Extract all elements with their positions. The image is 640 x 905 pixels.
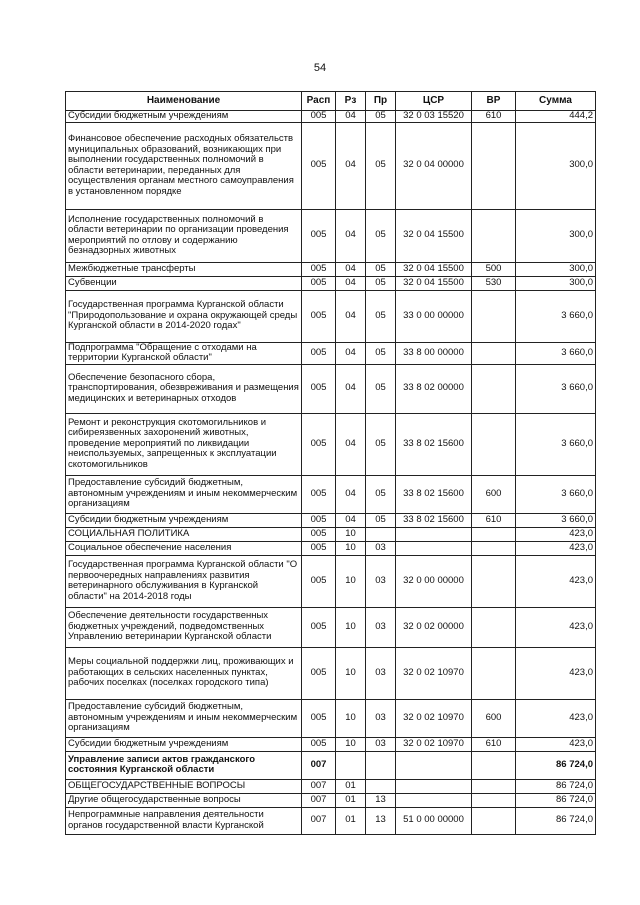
cell-rasp: 005	[302, 262, 336, 276]
cell-rz: 10	[336, 541, 366, 555]
cell-rasp: 005	[302, 209, 336, 262]
cell-pr: 05	[366, 209, 396, 262]
table-row	[66, 290, 596, 342]
budget-table	[65, 91, 596, 835]
cell-sum: 423,0	[516, 647, 596, 699]
cell-csr: 32 0 04 15500	[396, 276, 472, 290]
cell-pr	[366, 751, 396, 779]
cell-pr: 05	[366, 342, 396, 364]
table-row	[66, 807, 596, 834]
cell-csr: 32 0 04 00000	[396, 122, 472, 209]
table-row	[66, 364, 596, 413]
cell-pr: 05	[366, 262, 396, 276]
cell-name: Предоставление субсидий бюджетным, автономным учреждениям и иным некоммерческим организациям	[66, 699, 302, 737]
cell-sum: 300,0	[516, 209, 596, 262]
header-sum: Сумма	[516, 92, 596, 111]
cell-sum: 86 724,0	[516, 807, 596, 834]
cell-vr	[472, 751, 516, 779]
cell-sum: 423,0	[516, 699, 596, 737]
cell-vr	[472, 607, 516, 647]
cell-csr: 33 8 02 15600	[396, 413, 472, 475]
cell-name: Предоставление субсидий бюджетным, автономным учреждениям и иным некоммерческим организациям	[66, 475, 302, 513]
cell-csr: 32 0 02 10970	[396, 699, 472, 737]
cell-name: Обеспечение деятельности государственных бюджетных учреждений, подведомственных Управлению ветеринарии Курганской области	[66, 607, 302, 647]
cell-name: Подпрограмма "Обращение с отходами на территории Курганской области"	[66, 342, 302, 364]
cell-sum: 300,0	[516, 262, 596, 276]
cell-rz: 10	[336, 699, 366, 737]
cell-csr: 33 0 00 00000	[396, 290, 472, 342]
table-row	[66, 737, 596, 751]
table-header-row	[66, 92, 596, 111]
cell-sum: 86 724,0	[516, 751, 596, 779]
cell-rasp: 005	[302, 342, 336, 364]
cell-pr: 05	[366, 111, 396, 123]
cell-rz: 04	[336, 262, 366, 276]
cell-rasp: 005	[302, 607, 336, 647]
cell-name: Исполнение государственных полномочий в области ветеринарии по организации проведения мероприятий по отлову и содержанию безнадзорных животных	[66, 209, 302, 262]
page-number: 54	[313, 62, 327, 74]
table-row	[66, 647, 596, 699]
cell-name: Субвенции	[66, 276, 302, 290]
cell-rasp: 007	[302, 793, 336, 807]
cell-csr: 32 0 00 00000	[396, 555, 472, 607]
cell-pr: 05	[366, 364, 396, 413]
cell-rasp: 007	[302, 779, 336, 793]
cell-vr	[472, 290, 516, 342]
cell-name: Управление записи актов гражданского состояния Курганской области	[66, 751, 302, 779]
cell-vr: 500	[472, 262, 516, 276]
cell-pr: 03	[366, 541, 396, 555]
cell-vr: 530	[472, 276, 516, 290]
cell-pr: 05	[366, 475, 396, 513]
table-row	[66, 262, 596, 276]
cell-vr	[472, 209, 516, 262]
cell-vr: 600	[472, 699, 516, 737]
cell-pr: 05	[366, 122, 396, 209]
cell-csr	[396, 793, 472, 807]
cell-sum: 423,0	[516, 555, 596, 607]
cell-sum: 300,0	[516, 276, 596, 290]
cell-rz	[336, 751, 366, 779]
cell-name: Государственная программа Курганской области "О первоочередных направлениях развития ветеринарного обслуживания в Курганской области" на 2014-2018 годы	[66, 555, 302, 607]
cell-rasp: 005	[302, 111, 336, 123]
cell-sum: 86 724,0	[516, 779, 596, 793]
cell-rasp: 005	[302, 413, 336, 475]
table-row	[66, 111, 596, 123]
cell-csr	[396, 541, 472, 555]
cell-csr: 51 0 00 00000	[396, 807, 472, 834]
cell-pr: 05	[366, 513, 396, 527]
cell-csr: 32 0 03 15520	[396, 111, 472, 123]
cell-name: Субсидии бюджетным учреждениям	[66, 111, 302, 123]
table-row	[66, 413, 596, 475]
header-name: Наименование	[66, 92, 302, 111]
cell-name: СОЦИАЛЬНАЯ ПОЛИТИКА	[66, 527, 302, 541]
table-row	[66, 793, 596, 807]
cell-sum: 444,2	[516, 111, 596, 123]
cell-rz: 04	[336, 513, 366, 527]
cell-csr: 32 0 04 15500	[396, 262, 472, 276]
cell-rasp: 005	[302, 737, 336, 751]
cell-sum: 423,0	[516, 541, 596, 555]
cell-rz: 04	[336, 209, 366, 262]
cell-pr: 03	[366, 737, 396, 751]
cell-rz: 01	[336, 793, 366, 807]
cell-rz: 01	[336, 807, 366, 834]
cell-name: ОБЩЕГОСУДАРСТВЕННЫЕ ВОПРОСЫ	[66, 779, 302, 793]
cell-pr: 13	[366, 793, 396, 807]
table-row	[66, 555, 596, 607]
cell-vr	[472, 527, 516, 541]
cell-name: Государственная программа Курганской области "Природопользование и охрана окружающей среды Курганской области в 2014-2020 годах"	[66, 290, 302, 342]
cell-rz: 04	[336, 475, 366, 513]
cell-csr: 32 0 02 00000	[396, 607, 472, 647]
cell-rasp: 005	[302, 541, 336, 555]
cell-csr: 33 8 00 00000	[396, 342, 472, 364]
cell-rz: 04	[336, 290, 366, 342]
cell-name: Непрограммные направления деятельности органов государственной власти Курганской	[66, 807, 302, 834]
table-row	[66, 527, 596, 541]
table-row	[66, 209, 596, 262]
cell-rasp: 005	[302, 364, 336, 413]
cell-rz: 04	[336, 342, 366, 364]
cell-rz: 04	[336, 364, 366, 413]
cell-rz: 04	[336, 413, 366, 475]
cell-vr	[472, 779, 516, 793]
cell-rasp: 007	[302, 751, 336, 779]
cell-name: Субсидии бюджетным учреждениям	[66, 513, 302, 527]
cell-vr	[472, 807, 516, 834]
cell-name: Меры социальной поддержки лиц, проживающих и работающих в сельских населенных пунктах, рабочих поселках (поселках городского типа)	[66, 647, 302, 699]
cell-csr	[396, 527, 472, 541]
cell-rz: 10	[336, 607, 366, 647]
cell-pr: 03	[366, 647, 396, 699]
cell-vr	[472, 793, 516, 807]
cell-sum: 86 724,0	[516, 793, 596, 807]
table-row	[66, 475, 596, 513]
cell-csr: 32 0 04 15500	[396, 209, 472, 262]
cell-csr: 33 8 02 15600	[396, 475, 472, 513]
cell-name: Ремонт и реконструкция скотомогильников и сибиреязвенных захоронений животных, проведение мероприятий по ликвидации неиспользуемых, запрещенных к эксплуатации скотомогильников	[66, 413, 302, 475]
cell-rasp: 005	[302, 513, 336, 527]
cell-vr	[472, 122, 516, 209]
cell-csr	[396, 751, 472, 779]
cell-sum: 423,0	[516, 527, 596, 541]
table-row	[66, 541, 596, 555]
cell-rz: 10	[336, 527, 366, 541]
cell-rasp: 007	[302, 807, 336, 834]
cell-csr: 33 8 02 15600	[396, 513, 472, 527]
cell-sum: 423,0	[516, 737, 596, 751]
table-row	[66, 779, 596, 793]
cell-vr	[472, 364, 516, 413]
cell-rz: 10	[336, 647, 366, 699]
cell-pr: 05	[366, 290, 396, 342]
cell-name: Обеспечение безопасного сбора, транспортирования, обезвреживания и размещения медицинских и ветеринарных отходов	[66, 364, 302, 413]
cell-rasp: 005	[302, 475, 336, 513]
cell-vr	[472, 647, 516, 699]
cell-name: Субсидии бюджетным учреждениям	[66, 737, 302, 751]
cell-pr: 13	[366, 807, 396, 834]
cell-rasp: 005	[302, 276, 336, 290]
cell-sum: 3 660,0	[516, 513, 596, 527]
cell-sum: 3 660,0	[516, 475, 596, 513]
table-row	[66, 751, 596, 779]
cell-pr	[366, 527, 396, 541]
cell-csr: 32 0 02 10970	[396, 737, 472, 751]
cell-vr	[472, 541, 516, 555]
cell-rasp: 005	[302, 290, 336, 342]
cell-rz: 10	[336, 555, 366, 607]
cell-pr: 03	[366, 607, 396, 647]
cell-vr: 610	[472, 111, 516, 123]
cell-pr	[366, 779, 396, 793]
cell-vr	[472, 413, 516, 475]
header-vr: ВР	[472, 92, 516, 111]
header-rasp: Расп	[302, 92, 336, 111]
table-row	[66, 513, 596, 527]
cell-rz: 10	[336, 737, 366, 751]
cell-vr: 610	[472, 513, 516, 527]
header-pr: Пр	[366, 92, 396, 111]
cell-rasp: 005	[302, 699, 336, 737]
cell-csr: 33 8 02 00000	[396, 364, 472, 413]
cell-rz: 01	[336, 779, 366, 793]
cell-rz: 04	[336, 111, 366, 123]
cell-sum: 423,0	[516, 607, 596, 647]
cell-sum: 3 660,0	[516, 364, 596, 413]
table-row	[66, 607, 596, 647]
cell-csr	[396, 779, 472, 793]
cell-name: Межбюджетные трансферты	[66, 262, 302, 276]
cell-rz: 04	[336, 276, 366, 290]
cell-rz: 04	[336, 122, 366, 209]
cell-vr	[472, 342, 516, 364]
cell-rasp: 005	[302, 647, 336, 699]
cell-rasp: 005	[302, 555, 336, 607]
cell-vr	[472, 555, 516, 607]
cell-pr: 05	[366, 276, 396, 290]
cell-csr: 32 0 02 10970	[396, 647, 472, 699]
cell-sum: 300,0	[516, 122, 596, 209]
cell-name: Другие общегосударственные вопросы	[66, 793, 302, 807]
cell-rasp: 005	[302, 527, 336, 541]
cell-vr: 610	[472, 737, 516, 751]
cell-sum: 3 660,0	[516, 290, 596, 342]
cell-name: Социальное обеспечение населения	[66, 541, 302, 555]
cell-rasp: 005	[302, 122, 336, 209]
cell-pr: 05	[366, 413, 396, 475]
cell-pr: 03	[366, 555, 396, 607]
cell-pr: 03	[366, 699, 396, 737]
header-rz: Рз	[336, 92, 366, 111]
cell-sum: 3 660,0	[516, 342, 596, 364]
table-row	[66, 122, 596, 209]
cell-sum: 3 660,0	[516, 413, 596, 475]
cell-vr: 600	[472, 475, 516, 513]
table-row	[66, 276, 596, 290]
header-csr: ЦСР	[396, 92, 472, 111]
cell-name: Финансовое обеспечение расходных обязательств муниципальных образований, возникающих при выполнении государственных полномочий в области ветеринарии, переданных для осуществления органам местного самоуправления в установленном порядке	[66, 122, 302, 209]
table-row	[66, 699, 596, 737]
table-row	[66, 342, 596, 364]
